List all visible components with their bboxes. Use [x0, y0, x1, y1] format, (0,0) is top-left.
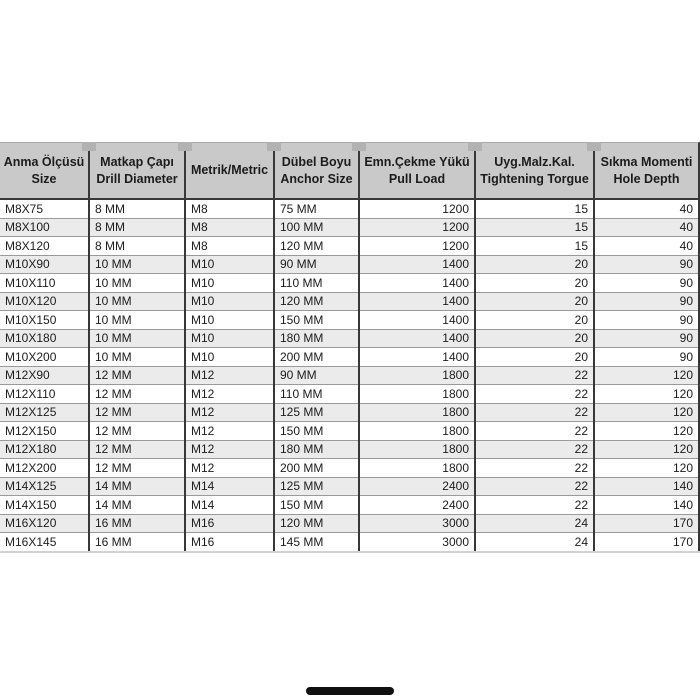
table-cell: 12 MM [89, 422, 185, 441]
table-cell: M10 [185, 255, 274, 274]
table-cell: 150 MM [274, 496, 359, 515]
table-cell: 90 MM [274, 366, 359, 385]
column-header-line1: Sıkma Momenti [600, 155, 693, 170]
table-cell: 20 [475, 348, 594, 367]
home-indicator-bar[interactable] [306, 687, 394, 695]
column-header-line2: Anchor Size [280, 171, 353, 186]
table-cell: 20 [475, 255, 594, 274]
table-cell: 90 MM [274, 255, 359, 274]
table-cell: 145 MM [274, 533, 359, 551]
table-cell: M8 [185, 237, 274, 256]
table-cell: 12 MM [89, 385, 185, 404]
table-row [0, 311, 698, 330]
column-header-line1: Emn.Çekme Yükü [364, 155, 470, 170]
table-row [0, 199, 698, 218]
table-row [0, 255, 698, 274]
table-cell: 1400 [359, 274, 475, 293]
table-cell: M10X120 [0, 292, 89, 311]
table-cell: M10 [185, 311, 274, 330]
table-body [0, 199, 698, 551]
table-cell: 10 MM [89, 255, 185, 274]
column-header [89, 143, 185, 199]
table-cell: M16X145 [0, 533, 89, 551]
table-cell: M8X100 [0, 218, 89, 237]
table-cell: M14 [185, 477, 274, 496]
table-row [0, 459, 698, 478]
table-cell: 120 [594, 422, 698, 441]
table-cell: 22 [475, 477, 594, 496]
table-cell: 15 [475, 218, 594, 237]
table-cell: 1400 [359, 311, 475, 330]
table-row [0, 440, 698, 459]
table-cell: M8 [185, 199, 274, 218]
column-header-line2: Drill Diameter [96, 171, 178, 186]
table-cell: 180 MM [274, 329, 359, 348]
column-divider-cap [468, 142, 482, 151]
table-cell: 8 MM [89, 218, 185, 237]
table-row [0, 496, 698, 515]
table-cell: 90 [594, 329, 698, 348]
table-cell: 90 [594, 292, 698, 311]
table-cell: 40 [594, 218, 698, 237]
table-cell: M12 [185, 385, 274, 404]
table-cell: M12X200 [0, 459, 89, 478]
table-cell: 20 [475, 311, 594, 330]
table-cell: 40 [594, 237, 698, 256]
table-row [0, 514, 698, 533]
column-header-line1: Anma Ölçüsü [3, 155, 85, 170]
table-cell: 22 [475, 385, 594, 404]
table-cell: 14 MM [89, 496, 185, 515]
table-cell: 1800 [359, 385, 475, 404]
table-cell: M12X110 [0, 385, 89, 404]
table-cell: M10 [185, 348, 274, 367]
table-cell: M16 [185, 514, 274, 533]
table-cell: M10 [185, 329, 274, 348]
table-cell: 1400 [359, 348, 475, 367]
table-cell: M16X120 [0, 514, 89, 533]
table-cell: 1400 [359, 292, 475, 311]
table-cell: 20 [475, 329, 594, 348]
table-cell: 120 [594, 459, 698, 478]
table-cell: 120 [594, 385, 698, 404]
table-cell: 125 MM [274, 403, 359, 422]
table-cell: M12X150 [0, 422, 89, 441]
table-cell: 90 [594, 348, 698, 367]
table-cell: 22 [475, 440, 594, 459]
table-cell: 120 MM [274, 292, 359, 311]
table-cell: 24 [475, 514, 594, 533]
table-cell: M12 [185, 459, 274, 478]
table-cell: M14X125 [0, 477, 89, 496]
table-cell: 8 MM [89, 237, 185, 256]
table-cell: 10 MM [89, 329, 185, 348]
table-cell: 12 MM [89, 403, 185, 422]
table-cell: 20 [475, 292, 594, 311]
table-cell: M12 [185, 403, 274, 422]
table-cell: 1200 [359, 237, 475, 256]
table-cell: 16 MM [89, 533, 185, 551]
table-cell: 22 [475, 459, 594, 478]
table-cell: 1800 [359, 440, 475, 459]
table-row [0, 477, 698, 496]
column-header-line2: Pull Load [388, 171, 446, 186]
table-cell: M8 [185, 218, 274, 237]
table-cell: 24 [475, 533, 594, 551]
column-header [274, 143, 359, 199]
table-row [0, 403, 698, 422]
table-cell: 150 MM [274, 311, 359, 330]
table-cell: M12X180 [0, 440, 89, 459]
column-header-line1: Matkap Çapı [100, 155, 174, 170]
table-cell: M8X120 [0, 237, 89, 256]
table-cell: M10X110 [0, 274, 89, 293]
table-cell: 110 MM [274, 274, 359, 293]
table-cell: 15 [475, 199, 594, 218]
table-cell: 1200 [359, 199, 475, 218]
table-cell: M10X180 [0, 329, 89, 348]
table-cell: M10 [185, 292, 274, 311]
table-cell: 180 MM [274, 440, 359, 459]
table-cell: M10 [185, 274, 274, 293]
table-row [0, 329, 698, 348]
column-header-line2: Hole Depth [613, 171, 680, 186]
table-cell: 150 MM [274, 422, 359, 441]
table-bottom-shadow [0, 551, 700, 553]
table-cell: 12 MM [89, 366, 185, 385]
column-header [0, 143, 89, 199]
table-cell: 1200 [359, 218, 475, 237]
table-cell: M10X200 [0, 348, 89, 367]
table-cell: 1400 [359, 329, 475, 348]
table-cell: 3000 [359, 514, 475, 533]
table-cell: 2400 [359, 496, 475, 515]
column-divider-cap [178, 142, 192, 151]
anchor-spec-table [0, 143, 698, 551]
table-cell: 40 [594, 199, 698, 218]
table-row [0, 292, 698, 311]
table-cell: 120 MM [274, 514, 359, 533]
table-row [0, 385, 698, 404]
table-cell: M12X90 [0, 366, 89, 385]
table-cell: 140 [594, 477, 698, 496]
column-header [475, 143, 594, 199]
table-cell: M10X90 [0, 255, 89, 274]
table-cell: M14X150 [0, 496, 89, 515]
column-header [594, 143, 698, 199]
table-cell: 125 MM [274, 477, 359, 496]
table-header [0, 143, 698, 199]
table-cell: 120 [594, 440, 698, 459]
column-header-line2: Size [31, 171, 57, 186]
table-cell: 120 MM [274, 237, 359, 256]
table-cell: 1800 [359, 366, 475, 385]
table-cell: 170 [594, 514, 698, 533]
table-row [0, 237, 698, 256]
table-row [0, 366, 698, 385]
table-row [0, 218, 698, 237]
table-cell: 22 [475, 496, 594, 515]
table-cell: 1800 [359, 403, 475, 422]
column-divider-cap [82, 142, 96, 151]
table-cell: 75 MM [274, 199, 359, 218]
column-header [185, 143, 274, 199]
column-divider-cap [267, 142, 281, 151]
table-cell: 22 [475, 403, 594, 422]
table-cell: 120 [594, 403, 698, 422]
table-cell: 1400 [359, 255, 475, 274]
table-cell: 3000 [359, 533, 475, 551]
table-cell: 10 MM [89, 274, 185, 293]
table-cell: 200 MM [274, 348, 359, 367]
table-cell: 200 MM [274, 459, 359, 478]
table-row [0, 422, 698, 441]
table-cell: M8X75 [0, 199, 89, 218]
table-cell: 90 [594, 311, 698, 330]
column-header-line1: Metrik/Metric [190, 163, 269, 178]
column-header-line2: Tightening Torgue [480, 171, 589, 186]
table-cell: M10X150 [0, 311, 89, 330]
table-cell: 22 [475, 366, 594, 385]
table-cell: M16 [185, 533, 274, 551]
table-cell: 14 MM [89, 477, 185, 496]
table-cell: 90 [594, 255, 698, 274]
table-cell: 90 [594, 274, 698, 293]
table-cell: M14 [185, 496, 274, 515]
column-header [359, 143, 475, 199]
table-cell: 15 [475, 237, 594, 256]
table-cell: 8 MM [89, 199, 185, 218]
table-cell: 10 MM [89, 348, 185, 367]
table-cell: M12 [185, 366, 274, 385]
table-row [0, 533, 698, 551]
table-row [0, 274, 698, 293]
table-cell: 170 [594, 533, 698, 551]
table-cell: 1800 [359, 422, 475, 441]
table-cell: M12 [185, 440, 274, 459]
table-cell: 12 MM [89, 440, 185, 459]
table-cell: 100 MM [274, 218, 359, 237]
table-cell: 140 [594, 496, 698, 515]
table-cell: 12 MM [89, 459, 185, 478]
table-cell: 1800 [359, 459, 475, 478]
table-cell: 2400 [359, 477, 475, 496]
table-row [0, 348, 698, 367]
column-divider-cap [587, 142, 601, 151]
table-cell: 110 MM [274, 385, 359, 404]
column-header-line1: Uyg.Malz.Kal. [494, 155, 575, 170]
table-cell: 10 MM [89, 311, 185, 330]
table-cell: M12X125 [0, 403, 89, 422]
table-cell: 16 MM [89, 514, 185, 533]
spec-table [0, 142, 700, 553]
table-cell: 22 [475, 422, 594, 441]
table-cell: 20 [475, 274, 594, 293]
table-cell: 10 MM [89, 292, 185, 311]
table-cell: 120 [594, 366, 698, 385]
table-cell: M12 [185, 422, 274, 441]
column-header-line1: Dübel Boyu [281, 155, 352, 170]
column-divider-cap [352, 142, 366, 151]
header-row [0, 143, 698, 199]
